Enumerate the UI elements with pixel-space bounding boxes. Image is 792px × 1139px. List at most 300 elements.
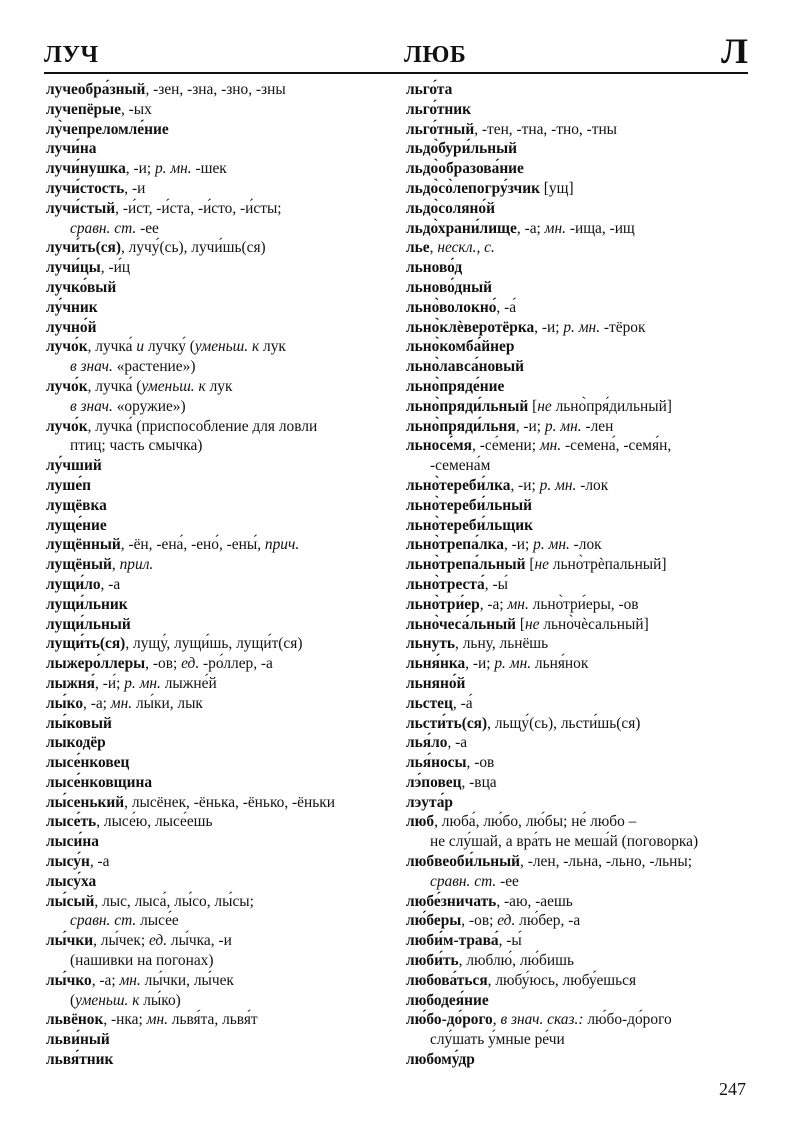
headword: лыкодёр: [46, 734, 106, 752]
headword: льго́та: [406, 81, 453, 98]
dictionary-entry: [406, 852, 751, 872]
entry-text: лы́ко): [139, 991, 181, 1009]
dictionary-entry: [46, 456, 391, 476]
entry-text: , -се́мени;: [472, 437, 540, 455]
entry-text: лук: [259, 338, 286, 356]
grammar-note: сравн. ст.: [70, 912, 137, 930]
dictionary-entry: [406, 80, 751, 100]
dictionary-entry: [46, 139, 391, 159]
entry-text: «оружие»): [112, 397, 186, 415]
dictionary-entry: [406, 535, 751, 555]
dictionary-entry: [46, 417, 391, 437]
headword: лья́ло: [406, 734, 448, 752]
headword: льново́дный: [406, 278, 492, 296]
entry-text: (: [70, 991, 76, 1009]
dictionary-entry: [46, 832, 391, 852]
entry-text: ,: [429, 239, 438, 257]
headword: лучепёрые: [46, 100, 121, 118]
entry-text: льно̀трѐпальный]: [548, 556, 667, 574]
entry-text: , -и́;: [95, 674, 125, 692]
dictionary-entry: [46, 278, 391, 298]
entry-text: ,: [492, 1011, 501, 1029]
headword: льдо̀образова́ние: [406, 160, 524, 178]
dictionary-entry: [406, 555, 751, 575]
dictionary-entry: [406, 278, 751, 298]
dictionary-entry: [406, 615, 751, 635]
entry-text: [: [516, 615, 525, 633]
dictionary-entry: [406, 397, 751, 417]
entry-text: , -ы́: [498, 932, 522, 950]
dictionary-entry: [46, 238, 391, 258]
grammar-note: в знач.: [70, 397, 113, 415]
dictionary-entry: [46, 971, 391, 991]
headword: люби́ть: [406, 952, 459, 970]
dictionary-entry: [46, 634, 391, 654]
entry-text: , льщу́(сь), льсти́шь(ся): [487, 714, 641, 732]
entry-text: [: [525, 556, 535, 574]
entry-text: лучку́ (: [144, 338, 195, 356]
dictionary-entry: [406, 219, 751, 239]
dictionary-entry: [406, 337, 751, 357]
dictionary-entry: [46, 516, 391, 536]
dictionary-entry: [46, 476, 391, 496]
entry-text: , -аю, -аешь: [496, 892, 573, 910]
headword: льно̀треста́: [406, 575, 485, 593]
entry-text: слу́шать у́мные ре́чи: [430, 1031, 565, 1049]
entry-text: , лысе́ю, лысе́ешь: [96, 813, 213, 831]
headword: льняно́й: [406, 674, 466, 692]
entry-text: , -и;: [125, 160, 155, 178]
dictionary-entry: [406, 773, 751, 793]
entry-text: , -и;: [503, 536, 534, 554]
headword: луше́п: [46, 476, 92, 494]
headword: люб: [406, 813, 435, 831]
headword: любе́зничать: [406, 892, 497, 910]
grammar-note: мн.: [119, 971, 141, 989]
dictionary-entry: [406, 971, 751, 991]
dictionary-entry: [46, 496, 391, 516]
grammar-note: ед.: [148, 932, 168, 950]
entry-text: [: [528, 397, 538, 415]
entry-text: , лысёнек, -ёнька, -ёнько, -ёньки: [124, 793, 335, 811]
dictionary-entry: [406, 595, 751, 615]
headword: любому́др: [406, 1051, 475, 1069]
grammar-note: нескл., с.: [437, 239, 495, 257]
headword: люби́м-трава́: [406, 932, 499, 950]
dictionary-entry: [46, 377, 391, 397]
headword: лучи́стый: [46, 199, 116, 217]
headword: льносе́мя: [406, 437, 472, 455]
entry-continuation: [406, 1030, 751, 1050]
dictionary-entry: [406, 159, 751, 179]
grammar-note: и: [136, 338, 145, 356]
entry-text: , -а: [447, 734, 468, 752]
grammar-note: сравн. ст.: [70, 219, 137, 237]
entry-text: , -а;: [91, 971, 120, 989]
headword: льдо̀со̀лепогру́зчик: [406, 179, 540, 197]
grammar-note: ед.: [497, 912, 516, 930]
grammar-note: уменьш. к: [141, 377, 206, 395]
dictionary-entry: [406, 812, 751, 832]
grammar-note: мн.: [507, 595, 529, 613]
dictionary-entry: [406, 179, 751, 199]
entry-text: , -и́ст, -и́ста, -и́сто, -и́сты;: [115, 199, 282, 217]
dictionary-entry: [406, 100, 751, 120]
headword: львя́тник: [46, 1051, 114, 1069]
entry-text: -шек: [191, 160, 227, 178]
entry-text: льно̀пря́дильный]: [551, 397, 672, 415]
entry-text: лы́чки, лы́чек: [140, 971, 234, 989]
entry-text: лысе́е: [136, 912, 179, 930]
entry-text: -ро́ллер, -а: [199, 655, 273, 673]
dictionary-entry: [46, 318, 391, 338]
entry-text: лю́бо-до́рого: [583, 1011, 672, 1029]
headword: льно̀пряди́льный: [406, 397, 529, 415]
dictionary-entry: [46, 892, 391, 912]
headword: лы́сенький: [46, 793, 125, 811]
headword: лу́чник: [46, 298, 98, 316]
entry-text: , -а: [89, 853, 110, 871]
running-header: [44, 28, 748, 72]
entry-continuation: [46, 357, 391, 377]
grammar-note: р. мн.: [544, 417, 582, 435]
entry-text: , люба́, лю́бо, лю́бы; не́ любо –: [434, 813, 637, 831]
grammar-note: прил.: [119, 556, 154, 574]
headword: лы́чки: [46, 932, 94, 950]
dictionary-entry: [406, 991, 751, 1011]
dictionary-entry: [46, 555, 391, 575]
grammar-note: р. мн.: [494, 655, 532, 673]
headword: льно̀пряди́льня: [406, 417, 516, 435]
header-section-letter: Л: [721, 31, 748, 71]
entry-text: , лы́чек;: [93, 932, 149, 950]
headword: лущи́льный: [46, 615, 131, 633]
dictionary-entry: [406, 199, 751, 219]
entry-text: , -а;: [479, 595, 508, 613]
entry-text: , -и;: [465, 655, 495, 673]
entry-text: -ища, -ищ: [565, 219, 635, 237]
dictionary-entry: [46, 80, 391, 100]
headword: лэута́р: [406, 793, 453, 811]
entry-text: , льну, льнёшь: [455, 635, 549, 653]
header-rule: [44, 72, 748, 74]
dictionary-entry: [46, 615, 391, 635]
dictionary-entry: [46, 654, 391, 674]
dictionary-entry: [46, 872, 391, 892]
entry-text: льно̀три́еры, -ов: [528, 595, 639, 613]
headword: лысе́ть: [46, 813, 97, 831]
dictionary-entry: [406, 516, 751, 536]
dictionary-entry: [46, 714, 391, 734]
headword: льно̀комба́йнер: [406, 338, 515, 356]
entry-text: -лен: [581, 417, 614, 435]
grammar-note: ед.: [181, 655, 200, 673]
dictionary-entry: [46, 159, 391, 179]
headword: лысу́н: [46, 853, 90, 871]
grammar-note: не: [525, 615, 540, 633]
grammar-note: сравн. ст.: [430, 872, 497, 890]
grammar-note: мн.: [539, 437, 562, 455]
entry-text: , -ов;: [145, 655, 182, 673]
headword: лучи́стость: [46, 179, 125, 197]
dictionary-entry: [46, 1030, 391, 1050]
entry-text: , -ов: [466, 754, 495, 772]
entry-text: , лыс, лыса́, лы́со, лы́сы;: [94, 892, 254, 910]
dictionary-entry: [46, 773, 391, 793]
dictionary-entry: [406, 1010, 751, 1030]
headword: льно̀пряде́ние: [406, 377, 505, 395]
entry-text: ,: [111, 556, 120, 574]
entry-text: , -лен, -льна, -льно, -льны;: [520, 853, 693, 871]
entry-text: лы́ки, лык: [132, 694, 203, 712]
headword: любвеоби́льный: [406, 853, 521, 871]
dictionary-entry: [46, 100, 391, 120]
entry-text: , -тен, -тна, -тно, -тны: [474, 120, 618, 138]
entry-text: , -а;: [516, 219, 545, 237]
headword: лыси́на: [46, 833, 99, 851]
dictionary-entry: [46, 199, 391, 219]
headword: льстец: [406, 694, 453, 712]
dictionary-entry: [406, 258, 751, 278]
headword: льно̀три́ер: [406, 595, 480, 613]
headword: лье: [406, 239, 430, 257]
entry-text: лы́чка, -и: [167, 932, 232, 950]
headword: лучи́на: [46, 140, 97, 158]
headword: лучи́нушка: [46, 160, 126, 178]
headword: льно̀тереби́льный: [406, 496, 533, 514]
dictionary-entry: [46, 258, 391, 278]
dictionary-entry: [406, 377, 751, 397]
headword: льно̀тереби́лка: [406, 476, 511, 494]
dictionary-entry: [406, 1050, 751, 1070]
headword: льнуть: [406, 635, 456, 653]
dictionary-entry: [46, 694, 391, 714]
dictionary-entry: [46, 931, 391, 951]
entry-text: «растение»): [112, 358, 196, 376]
entry-text: , -а́: [496, 298, 517, 316]
headword: льно̀трепа́льный: [406, 556, 526, 574]
dictionary-entry: [406, 298, 751, 318]
entry-text: львя́та, львя́т: [167, 1011, 258, 1029]
dictionary-entry: [406, 674, 751, 694]
headword: лучно́й: [46, 318, 97, 336]
dictionary-entry: [46, 120, 391, 140]
dictionary-entry: [46, 812, 391, 832]
entry-text: [ущ]: [539, 179, 574, 197]
headword: лучо́к: [46, 377, 88, 395]
dictionary-entry: [406, 931, 751, 951]
header-left-word: ЛУЧ: [44, 42, 99, 68]
entry-text: , лущу́, лущи́шь, лущи́т(ся): [125, 635, 303, 653]
headword: льно̀клѐверотёрка: [406, 318, 535, 336]
grammar-note: уменьш. к: [194, 338, 260, 356]
right-column: [406, 80, 751, 1070]
grammar-note: р. мн.: [539, 476, 577, 494]
entry-text: , лучка́ (приспособление для ловли: [87, 417, 318, 435]
headword: лущёный: [46, 556, 112, 574]
headword: любодея́ние: [406, 991, 489, 1009]
left-column: [46, 80, 391, 1070]
entry-continuation: [406, 832, 751, 852]
dictionary-entry: [406, 753, 751, 773]
entry-text: -лок: [569, 536, 602, 554]
dictionary-entry: [46, 1010, 391, 1030]
grammar-note: р. мн.: [124, 674, 161, 692]
dictionary-entry: [46, 674, 391, 694]
dictionary-entry: [46, 1050, 391, 1070]
entry-text: лю́бер, -а: [515, 912, 581, 930]
grammar-note: р. мн.: [154, 160, 192, 178]
headword: лысе́нковщина: [46, 773, 153, 791]
headword: лысе́нковец: [46, 754, 130, 772]
dictionary-entry: [406, 892, 751, 912]
headword: лы́ко: [46, 694, 84, 712]
headword: лучи́цы: [46, 259, 101, 277]
entry-text: льня́нок: [531, 655, 589, 673]
grammar-note: уменьш. к: [75, 991, 140, 1009]
entry-text: , -и́ц: [100, 259, 131, 277]
grammar-note: р. мн.: [563, 318, 601, 336]
headword: льго́тник: [406, 100, 472, 118]
entry-text: -ее: [496, 872, 519, 890]
entry-text: , -ён, -ена́, -ено́, -ены́,: [120, 536, 265, 554]
entry-text: -лок: [576, 476, 609, 494]
dictionary-entry: [406, 575, 751, 595]
entry-text: -семена́, -семя́н,: [561, 437, 672, 455]
entry-continuation: [406, 872, 751, 892]
entry-text: -семена́м: [430, 457, 491, 475]
dictionary-entry: [406, 357, 751, 377]
headword: лю́беры: [406, 912, 462, 930]
headword: льго́тный: [406, 120, 475, 138]
headword: льно̀тереби́льщик: [406, 516, 533, 534]
headword: лучи́ть(ся): [46, 239, 121, 257]
headword: лучеобра́зный: [46, 81, 146, 98]
grammar-note: не: [534, 556, 549, 574]
grammar-note: мн.: [110, 694, 133, 712]
entry-continuation: [46, 951, 391, 971]
dictionary-entry: [46, 852, 391, 872]
dictionary-entry: [46, 337, 391, 357]
headword: льново́д: [406, 259, 463, 277]
headword: лысу́ха: [46, 872, 97, 890]
headword: лущи́льник: [46, 595, 128, 613]
dictionary-entry: [406, 694, 751, 714]
headword: лущи́ть(ся): [46, 635, 126, 653]
entry-text: не слу́шай, а вра́ть не меша́й (поговорка): [430, 833, 699, 851]
grammar-note: мн.: [146, 1011, 168, 1029]
header-center-word: ЛЮБ: [404, 42, 467, 68]
entry-text: , -и;: [515, 417, 545, 435]
headword: лю́бо-до́рого: [406, 1011, 493, 1029]
headword: льно̀волокно́: [406, 298, 497, 316]
entry-text: , -вца: [461, 773, 497, 791]
dictionary-entry: [406, 951, 751, 971]
headword: лу́чший: [46, 457, 102, 475]
dictionary-entry: [406, 496, 751, 516]
dictionary-entry: [46, 595, 391, 615]
grammar-note: в знач. сказ.:: [500, 1011, 584, 1029]
headword: лучо́к: [46, 338, 88, 356]
entry-continuation: [46, 911, 391, 931]
headword: льдо̀соляно́й: [406, 199, 495, 217]
entry-continuation: [46, 219, 391, 239]
dictionary-entry: [406, 793, 751, 813]
entry-text: -тёрок: [600, 318, 646, 336]
headword: льви́ный: [46, 1031, 110, 1049]
headword: лущёвка: [46, 496, 107, 514]
headword: льно̀чеса́льный: [406, 615, 517, 633]
dictionary-entry: [46, 575, 391, 595]
dictionary-entry: [406, 436, 751, 456]
dictionary-entry: [46, 535, 391, 555]
entry-text: , -ых: [120, 100, 152, 118]
headword: львёнок: [46, 1011, 104, 1029]
entry-text: , лучу́(сь), лучи́шь(ся): [120, 239, 266, 257]
dictionary-entry: [406, 417, 751, 437]
headword: лущённый: [46, 536, 121, 554]
grammar-note: мн.: [544, 219, 566, 237]
headword: лучко́вый: [46, 278, 117, 296]
entry-text: , лучка́ (: [87, 377, 142, 395]
dictionary-entry: [406, 120, 751, 140]
entry-text: , -и: [124, 179, 146, 197]
dictionary-entry: [406, 139, 751, 159]
entry-text: , -а;: [83, 694, 111, 712]
grammar-note: р. мн.: [533, 536, 570, 554]
entry-text: , любу́юсь, любу́ешься: [487, 971, 637, 989]
dictionary-entry: [406, 911, 751, 931]
dictionary-entry: [406, 714, 751, 734]
entry-text: лук: [205, 377, 233, 395]
entry-text: , -и;: [510, 476, 540, 494]
dictionary-entry: [406, 733, 751, 753]
entry-text: птиц; часть смычка): [70, 437, 203, 455]
entry-text: , люблю́, лю́бишь: [458, 952, 574, 970]
entry-text: , -нка;: [103, 1011, 147, 1029]
entry-continuation: [46, 991, 391, 1011]
headword: лы́ковый: [46, 714, 112, 732]
dictionary-entry: [46, 179, 391, 199]
headword: лущи́ло: [46, 575, 101, 593]
headword: льно̀трепа́лка: [406, 536, 504, 554]
entry-text: , -ов;: [461, 912, 498, 930]
entry-text: (нашивки на погонах): [70, 952, 214, 970]
dictionary-entry: [46, 733, 391, 753]
entry-text: -ее: [136, 219, 159, 237]
headword: лэ́повец: [406, 773, 462, 791]
dictionary-entry: [406, 634, 751, 654]
headword: льно̀лавса́новый: [406, 358, 525, 376]
entry-continuation: [406, 456, 751, 476]
page-number: 247: [719, 1079, 746, 1099]
headword: луще́ние: [46, 516, 107, 534]
dictionary-entry: [46, 793, 391, 813]
entry-continuation: [46, 436, 391, 456]
entry-text: , -зен, -зна, -зно, -зны: [145, 81, 286, 98]
grammar-note: не: [537, 397, 552, 415]
headword: лы́сый: [46, 892, 95, 910]
headword: лыжня́: [46, 674, 96, 692]
dictionary-entry: [46, 753, 391, 773]
entry-text: лыжне́й: [160, 674, 217, 692]
dictionary-entry: [406, 238, 751, 258]
dictionary-entry: [406, 476, 751, 496]
entry-text: , лучка́: [87, 338, 137, 356]
entry-text: , -ы́: [484, 575, 508, 593]
dictionary-entry: [406, 318, 751, 338]
headword: льдо̀храни́лище: [406, 219, 517, 237]
